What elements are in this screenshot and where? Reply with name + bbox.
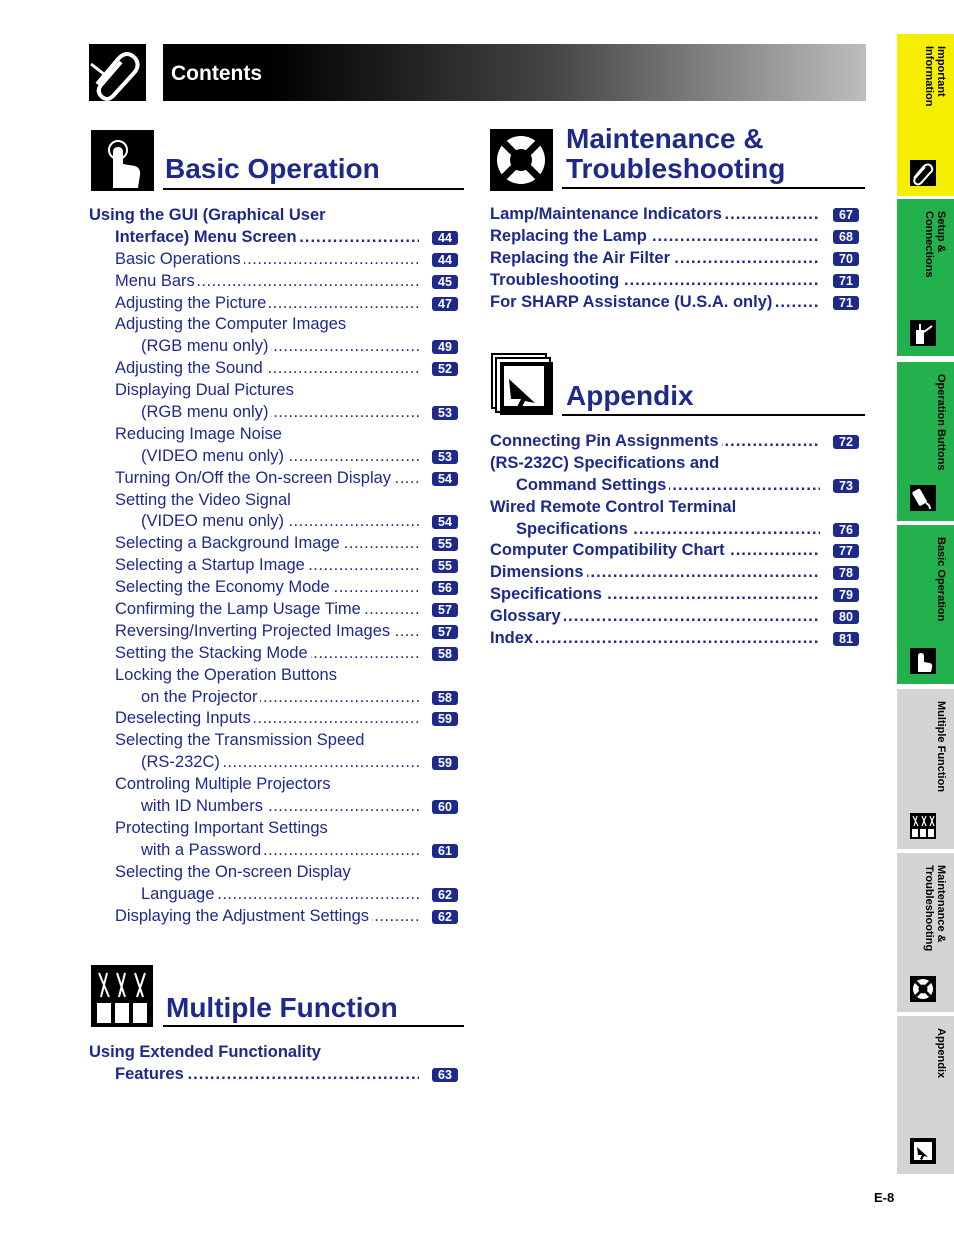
toc-entry[interactable] — [89, 314, 462, 336]
side-tab-label: Maintenance & Troubleshooting — [923, 865, 947, 952]
toc-entry-text: Reducing Image Noise — [115, 424, 285, 446]
page-badge[interactable]: 56 — [432, 581, 458, 595]
section-rule — [163, 1025, 464, 1027]
toc-entry[interactable] — [89, 533, 462, 555]
toc-entry-text: Menu Bars — [115, 271, 198, 293]
toc-entry-text: (VIDEO menu only) — [141, 446, 287, 468]
page-badge[interactable]: 77 — [833, 544, 859, 558]
toc-entry[interactable] — [89, 752, 462, 774]
multiple-function-title: Multiple Function — [166, 992, 398, 1023]
toc-leader-dots — [490, 628, 820, 650]
section-rule — [163, 188, 464, 190]
toc-entry-text: Deselecting Inputs — [115, 708, 254, 730]
toc-entry[interactable] — [89, 643, 462, 665]
toc-entry[interactable] — [89, 511, 462, 533]
basic-operation-toc — [89, 205, 462, 927]
toc-entry-text: Specifications — [516, 519, 631, 541]
page-badge[interactable]: 55 — [432, 559, 458, 573]
page-badge[interactable]: 44 — [432, 231, 458, 245]
side-tab-label: Operation Buttons — [935, 374, 947, 471]
lifebuoy-icon — [490, 129, 553, 191]
toc-entry[interactable] — [89, 599, 462, 621]
toc-entry-text: Basic Operations — [115, 249, 244, 271]
toc-entry-text: (VIDEO menu only) — [141, 511, 287, 533]
side-tab-label: Important Information — [923, 46, 947, 107]
page-badge[interactable]: 78 — [833, 566, 859, 580]
page-number: E-8 — [874, 1190, 895, 1205]
side-tab[interactable] — [897, 362, 954, 521]
page-badge[interactable]: 45 — [432, 275, 458, 289]
page-badge[interactable]: 60 — [432, 800, 458, 814]
page-badge[interactable]: 79 — [833, 588, 859, 602]
page-badge[interactable]: 62 — [432, 888, 458, 902]
page-badge[interactable]: 71 — [833, 296, 859, 310]
toc-entry-text: Computer Compatibility Chart — [490, 540, 728, 562]
toc-entry-text: Selecting a Background Image — [115, 533, 343, 555]
toc-entry-text: Lamp/Maintenance Indicators — [490, 204, 725, 226]
toc-entry[interactable] — [89, 446, 462, 468]
page-badge[interactable]: 49 — [432, 340, 458, 354]
toc-entry[interactable] — [490, 270, 863, 292]
toc-entry-text: Specifications — [490, 584, 605, 606]
page-badge[interactable]: 52 — [432, 362, 458, 376]
toc-entry-text: Displaying Dual Pictures — [115, 380, 297, 402]
toc-entry-text: Glossary — [490, 606, 564, 628]
page-badge[interactable]: 54 — [432, 515, 458, 529]
toc-entry-text: Dimensions — [490, 562, 587, 584]
toc-entry-text: (RGB menu only) — [141, 402, 271, 424]
toc-entry-text: Language — [141, 884, 217, 906]
toc-entry[interactable] — [89, 358, 462, 380]
page-badge[interactable]: 58 — [432, 691, 458, 705]
toc-entry[interactable] — [89, 1042, 462, 1064]
toc-entry[interactable] — [89, 227, 462, 249]
page-badge[interactable]: 61 — [432, 844, 458, 858]
page-badge[interactable]: 70 — [833, 252, 859, 266]
toc-entry-text: on the Projector — [141, 687, 260, 709]
page-badge[interactable]: 67 — [833, 208, 859, 222]
side-tab-label: Basic Operation — [935, 537, 947, 622]
remote-icon — [910, 485, 936, 511]
toc-entry[interactable] — [89, 577, 462, 599]
toc-entry[interactable] — [490, 562, 863, 584]
multiple-function-toc — [89, 1042, 462, 1086]
page-badge[interactable]: 68 — [833, 230, 859, 244]
document-arrow-icon — [910, 1138, 936, 1164]
toc-entry[interactable] — [89, 665, 462, 687]
toc-entry[interactable] — [89, 293, 462, 315]
toc-entry[interactable] — [490, 584, 863, 606]
contents-header-bar — [163, 44, 866, 101]
toc-entry-text: Turning On/Off the On-screen Display — [115, 468, 394, 490]
toc-entry-text: Using the GUI (Graphical User — [89, 205, 329, 227]
toc-entry-text: Locking the Operation Buttons — [115, 665, 340, 687]
toc-entry[interactable] — [89, 906, 462, 928]
toc-entry-text: Selecting the Transmission Speed — [115, 730, 367, 752]
toc-entry[interactable] — [490, 606, 863, 628]
toc-entry-text: Adjusting the Computer Images — [115, 314, 349, 336]
toc-entry-text: with ID Numbers — [141, 796, 266, 818]
side-tab[interactable] — [897, 853, 954, 1012]
toc-entry-text: Wired Remote Control Terminal — [490, 497, 739, 519]
projectors-icon — [910, 813, 936, 839]
page-title: Contents — [171, 62, 262, 85]
side-tab[interactable] — [897, 1016, 954, 1174]
toc-entry-text: with a Password — [141, 840, 264, 862]
plug-icon — [910, 320, 936, 346]
toc-entry[interactable] — [89, 818, 462, 840]
toc-entry[interactable] — [490, 540, 863, 562]
toc-entry-text: Using Extended Functionality — [89, 1042, 324, 1064]
page-badge[interactable]: 62 — [432, 910, 458, 924]
paperclip-icon — [89, 44, 146, 101]
toc-entry-text: Setting the Stacking Mode — [115, 643, 311, 665]
page-badge[interactable]: 47 — [432, 297, 458, 311]
toc-entry[interactable] — [89, 796, 462, 818]
toc-entry[interactable] — [89, 424, 462, 446]
toc-entry-text: Replacing the Air Filter — [490, 248, 673, 270]
toc-entry[interactable] — [89, 402, 462, 424]
toc-entry-text: Displaying the Adjustment Settings — [115, 906, 372, 928]
appendix-toc — [490, 431, 863, 650]
toc-entry[interactable] — [89, 621, 462, 643]
toc-entry[interactable] — [89, 1064, 462, 1086]
toc-entry-text: Interface) Menu Screen — [115, 227, 300, 249]
toc-entry-text: (RGB menu only) — [141, 336, 271, 358]
side-tab[interactable] — [897, 34, 954, 196]
page-badge[interactable]: 53 — [432, 450, 458, 464]
toc-entry[interactable] — [89, 336, 462, 358]
toc-entry-text: Selecting a Startup Image — [115, 555, 308, 577]
toc-entry[interactable] — [89, 730, 462, 752]
page-badge[interactable]: 80 — [833, 610, 859, 624]
page-badge[interactable]: 58 — [432, 647, 458, 661]
toc-entry[interactable] — [89, 840, 462, 862]
basic-operation-title: Basic Operation — [165, 153, 380, 184]
toc-entry[interactable] — [490, 431, 863, 453]
toc-entry-text: For SHARP Assistance (U.S.A. only) — [490, 292, 775, 314]
paperclip-icon — [910, 160, 936, 186]
toc-entry-text: Controling Multiple Projectors — [115, 774, 334, 796]
toc-entry-text: (RS-232C) Specifications and — [490, 453, 722, 475]
hand-pointer-icon — [91, 130, 154, 191]
toc-entry-text: Troubleshooting — [490, 270, 622, 292]
section-rule — [562, 414, 865, 416]
toc-entry[interactable] — [89, 774, 462, 796]
maintenance-toc — [490, 204, 863, 313]
lifebuoy-icon — [910, 976, 936, 1002]
toc-entry[interactable] — [490, 497, 863, 519]
toc-entry[interactable] — [89, 687, 462, 709]
page-badge[interactable]: 53 — [432, 406, 458, 420]
toc-entry-text: Replacing the Lamp — [490, 226, 650, 248]
side-tab[interactable] — [897, 689, 954, 849]
toc-entry-text: Index — [490, 628, 536, 650]
toc-entry[interactable] — [89, 271, 462, 293]
side-tab[interactable] — [897, 199, 954, 356]
toc-entry[interactable] — [89, 708, 462, 730]
section-rule — [562, 187, 865, 189]
page-badge[interactable]: 63 — [432, 1068, 458, 1082]
projectors-icon — [91, 965, 153, 1027]
page-badge[interactable]: 57 — [432, 603, 458, 617]
page-badge[interactable]: 72 — [833, 435, 859, 449]
toc-entry[interactable] — [89, 555, 462, 577]
toc-entry-text: Confirming the Lamp Usage Time — [115, 599, 364, 621]
toc-entry[interactable] — [89, 884, 462, 906]
side-tab-label: Setup & Connections — [923, 211, 947, 278]
toc-entry[interactable] — [89, 490, 462, 512]
page-badge[interactable]: 73 — [833, 479, 859, 493]
toc-entry-text: Connecting Pin Assignments — [490, 431, 722, 453]
toc-entry[interactable] — [89, 205, 462, 227]
toc-entry[interactable] — [490, 226, 863, 248]
appendix-title: Appendix — [566, 380, 694, 411]
toc-entry-text: Setting the Video Signal — [115, 490, 294, 512]
toc-entry[interactable] — [490, 453, 863, 475]
page-badge[interactable]: 76 — [833, 523, 859, 537]
toc-entry[interactable] — [490, 475, 863, 497]
toc-entry-text: Reversing/Inverting Projected Images — [115, 621, 393, 643]
side-tab-label: Appendix — [935, 1028, 947, 1079]
toc-entry[interactable] — [490, 292, 863, 314]
page-badge[interactable]: 59 — [432, 712, 458, 726]
hand-pointer-icon — [910, 648, 936, 674]
page-badge[interactable]: 59 — [432, 756, 458, 770]
toc-entry[interactable] — [89, 249, 462, 271]
page-badge[interactable]: 44 — [432, 253, 458, 267]
page-badge[interactable]: 54 — [432, 472, 458, 486]
toc-entry-text: Command Settings — [516, 475, 669, 497]
toc-entry-text: Adjusting the Picture — [115, 293, 269, 315]
page-badge[interactable]: 71 — [833, 274, 859, 288]
toc-entry-text: Protecting Important Settings — [115, 818, 331, 840]
toc-entry[interactable] — [89, 862, 462, 884]
toc-entry[interactable] — [490, 248, 863, 270]
toc-entry[interactable] — [490, 519, 863, 541]
maintenance-title-line2: Troubleshooting — [566, 153, 786, 184]
toc-entry-text: Adjusting the Sound — [115, 358, 266, 380]
toc-entry[interactable] — [490, 204, 863, 226]
toc-entry-text: (RS-232C) — [141, 752, 223, 774]
side-tab[interactable] — [897, 525, 954, 684]
toc-entry-text: Selecting the On-screen Display — [115, 862, 354, 884]
toc-entry[interactable] — [490, 628, 863, 650]
side-tab-label: Multiple Function — [935, 701, 947, 793]
page-badge[interactable]: 55 — [432, 537, 458, 551]
toc-entry[interactable] — [89, 468, 462, 490]
page-badge[interactable]: 81 — [833, 632, 859, 646]
toc-entry-text: Features — [115, 1064, 187, 1086]
page-badge[interactable]: 57 — [432, 625, 458, 639]
toc-entry[interactable] — [89, 380, 462, 402]
maintenance-title-line1: Maintenance & — [566, 123, 764, 154]
toc-entry-text: Selecting the Economy Mode — [115, 577, 333, 599]
document-arrow-icon — [491, 353, 554, 416]
